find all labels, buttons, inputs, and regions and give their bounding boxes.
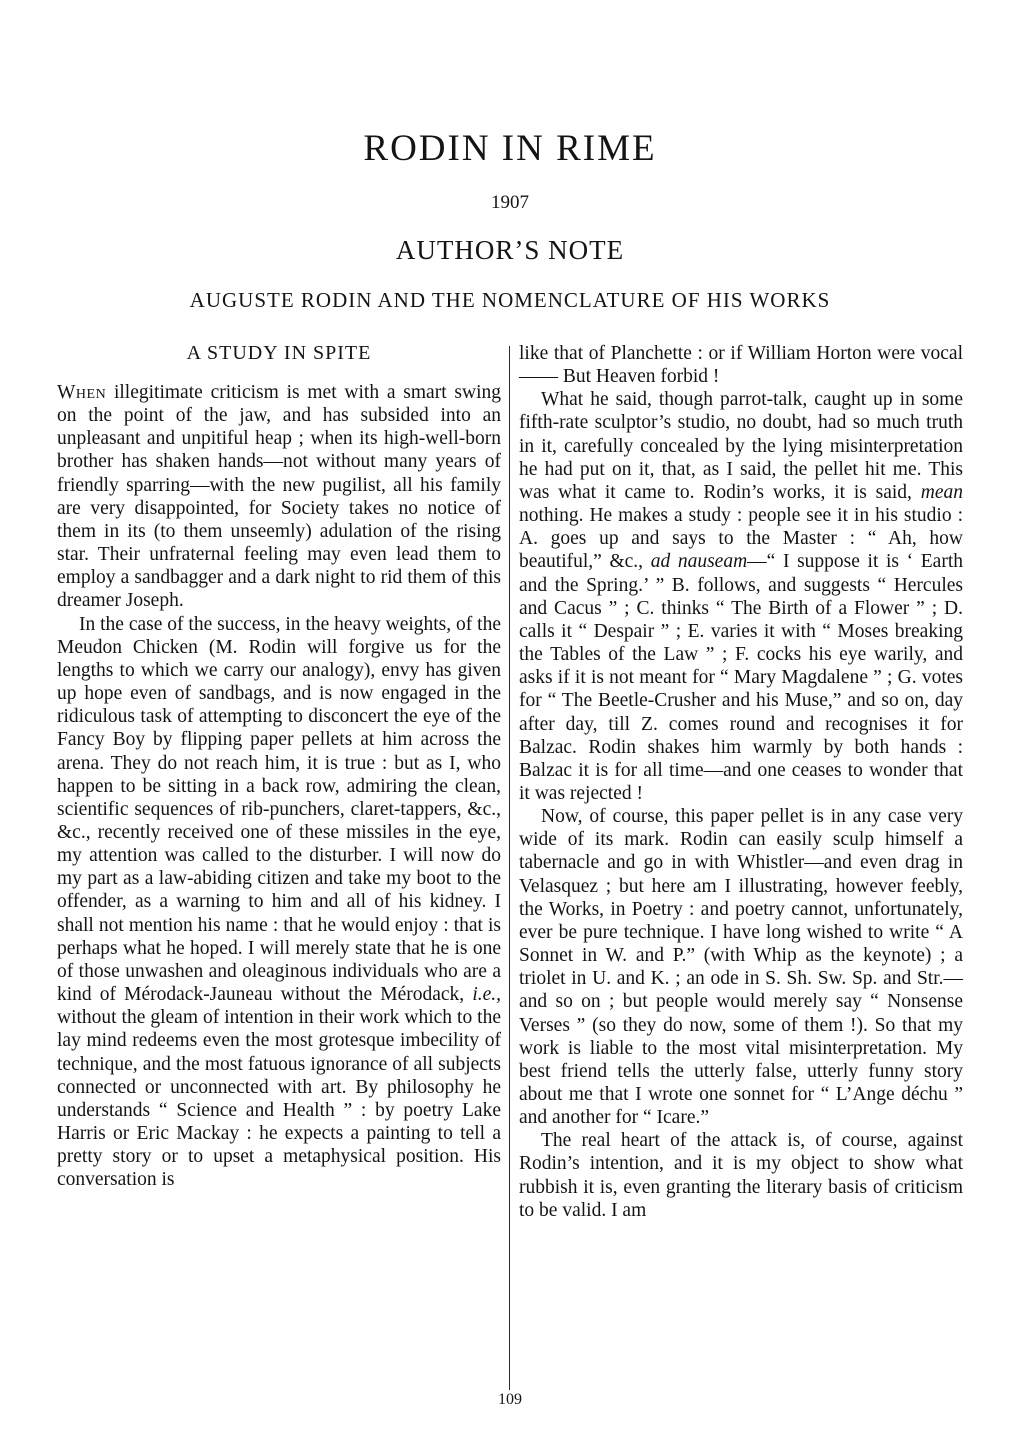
paragraph	[519, 342, 963, 388]
paragraph	[519, 1129, 963, 1222]
page-number: 109	[498, 1391, 522, 1408]
left-column	[57, 342, 501, 1191]
paragraph-text: without the gleam of intention in their work which to the lay mind redeems even the most grotesque imbecility of technique, and the most fatuous ignorance of all subjects connected or unconnected with art. By philosophy he understands “ Science and Health ” : by poetry Lake Harris or Eric Mackay : he expects a painting to tell a pretty story or to upset a metaphysical position. His conversation is	[57, 1007, 501, 1191]
paragraph-text: The real heart of the attack is, of course, against Rodin’s intention, and it is my object to show what rubbish it is, even granting the literary basis of criticism to be valid. I am	[519, 1130, 963, 1221]
italic-text: ad nauseam	[650, 551, 748, 573]
italic-text: mean	[920, 481, 964, 503]
paragraph	[519, 388, 963, 805]
right-column	[519, 342, 963, 1222]
paragraph-text: illegitimate criticism is met with a smart swing on the point of the jaw, and has subsided into an unpleasant and unpitiful heap ; when its high-well-born brother has shaken hands—not without many years of friendly sparring—with the new pugilist, all his family are very disappointed, for Society takes no notice of them in its (to them unseemly) adulation of the rising star. Their unfraternal feeling may even lead them to employ a sandbagger and a dark night to rid them of this dreamer Joseph.	[57, 382, 501, 612]
paragraph	[57, 613, 501, 1192]
paragraph-text: like that of Planchette : or if William Horton were vocal—— But Heaven forbid !	[519, 343, 963, 388]
paragraph-text: nothing. He makes a study : people see it in his studio : A. goes up and says to the Master : “ Ah, how beautiful,” &c.,	[519, 505, 963, 573]
paragraph-text: —“ I suppose it is ‘ Earth and the Spring.’ ” B. follows, and suggests “ Hercules and Cacus ” ; C. thinks “ The Birth of a Flower ” ; D. calls it “ Despair ” ; E. varies it with “ Moses breaking the Tables of the Law ” ; F. cocks his eye warily, and asks if it is not meant for “ Mary Magdalene ” ; G. votes for “ The Beetle-Crusher and his Muse,” and so on, day after day, till Z. comes round and recognises it for Balzac. Rodin shakes him warmly by both hands : Balzac it is for all time—and one ceases to wonder that it was rejected !	[519, 551, 964, 804]
publication-year: 1907	[491, 192, 529, 213]
paragraph	[57, 381, 501, 613]
paragraph-text: What he said, though parrot-talk, caught up in some fifth-rate sculptor’s studio, no doubt, had so much truth in it, carefully concealed by the lying misinterpretation he had put on it, that, as I said, the pellet hit me. This was what it came to. Rodin’s works, it is said,	[519, 389, 963, 503]
section-heading: AUTHOR’S NOTE	[395, 235, 625, 265]
column-divider	[509, 346, 510, 1390]
section-subheading: AUGUSTE RODIN AND THE NOMENCLATURE OF HIS WORKS	[189, 288, 831, 312]
paragraph	[519, 805, 963, 1129]
page-title: RODIN IN RIME	[363, 128, 657, 169]
paragraph-text: In the case of the success, in the heavy weights, of the Meudon Chicken (M. Rodin will forgive us for the lengths to which we carry our analogy), envy has given up hope even of sandbags, and is now engaged in the ridiculous task of attempting to disconcert the eye of the Fancy Boy by flipping paper pellets at him across the arena. They do not reach him, it is true : but as I, who happen to be sitting in a back row, admiring the clean, scientific sequences of rib-punchers, claret-tappers, &c., &c., recently received one of these missiles in the eye, my attention was called to the disturber. I will now do my part as a law-abiding citizen and take my boot to the offender, as a warning to him and all of his kidney. I shall not mention his name : that he would enjoy : that is perhaps what he hoped. I will merely state that he is one of those unwashen and oleaginous individuals who are a kind of Mérodack-Jauneau without the Mérodack,	[57, 613, 501, 1006]
opening-word: When	[57, 382, 107, 403]
italic-text: i.e.,	[472, 984, 502, 1006]
study-heading: A STUDY IN SPITE	[186, 342, 372, 364]
paragraph-text: Now, of course, this paper pellet is in any case very wide of its mark. Rodin can easily sculp himself a tabernacle and go in with Whistler—and even drag in Velasquez ; but here am I illustrating, however feebly, the Works, in Poetry : and poetry cannot, unfortunately, ever be pure technique. I have long wished to write “ A Sonnet in W. and P.” (with Whip as the keynote) ; a triolet in U. and K. ; an ode in S. Sh. Sw. Sp. and Str.—and so on ; but people would merely say “ Nonsense Verses ” (so they do now, some of them !). So that my work is liable to the most vital misinterpretation. My best friend tells the utterly false, utterly funny story about me that I wrote one sonnet for “ L’Ange déchu ” and another for “ Icare.”	[519, 806, 963, 1129]
